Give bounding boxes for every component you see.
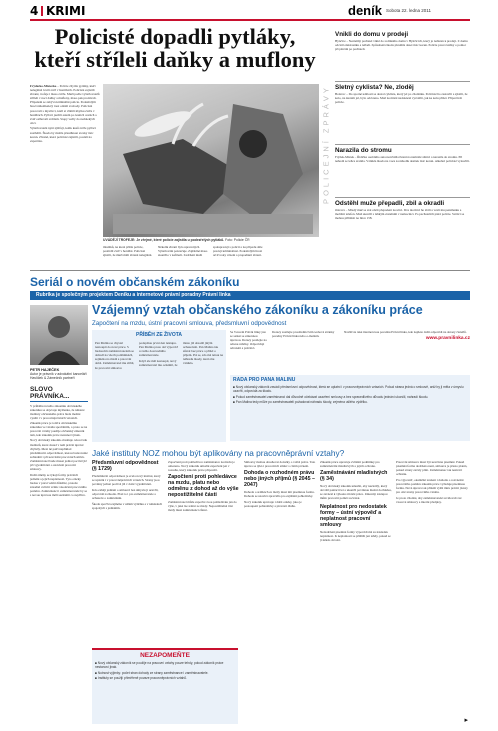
serial-intro-col: Se Vzorem Právní linky jste se setkat se zákonnou úpravou. Dotazy posílejte na adresu rubriky. Odpovídají advokáti a právníci.	[230, 330, 267, 351]
serial-headline: Vzájemný vztah občanského zákoníku a zákoníku práce	[92, 303, 423, 317]
photo-caption: UVÁDĚJÍ TROFEJE: Je zřejmé, které policie zajistila u podezřelých pytláků. Foto: Policie ČR	[103, 238, 250, 242]
contact-col: Dotazy zasílejte prostřednictvím webové stránky poradny Právní linka nebo e-mailem.	[272, 330, 335, 339]
page-header	[30, 4, 470, 18]
sidebar-title-2: Sletný cyklista? Ne, zloděj	[335, 84, 414, 91]
article-photo	[103, 84, 319, 237]
sidebar: Vnikli do domu v prodeji Hynčice – Neznámý pachatel vnikl do rodinného domu v Hynčicích, který je nabízen k prodeji. Z domu odcizil elektroniku a nářadí. Způsobená škoda přesáhla deset tisíc korun. Policie prosí svědky o pomoc při pátrání po pachateli. Sletný cyklista? Ne, zloděj Bolavec – Do sporné události se dostal cyklista, který jel po chodníku. Policisté ho zastavili a zjistili, že kolo, na kterém jel, bylo odcizeno. Muž na místě nedokázal vysvětlit, jak ke kolu přišel. Případ řeší policie. Narazila do stromu Frýdek-Místek – Řidička osobního auta nezvládla řízení na namrzlé silnici a narazila do stromu. Při nehodě se lehce zranila. Vznikla škoda na voze za několik desítek tisíc korun. Alkohol policisté vyloučili. Odstěhl muže přepadli, zbil a okradli Ostrava – Mladý muž se stal obětí přepadení na ulici. Dva útočníci ho zbili a vzali mu peněženku a mobilní telefon. Muž skončil s lehkým zraněním v nemocnici. Po pachatelích pátrá policie. Svědci se mohou přihlásit na lince 158.	[335, 31, 470, 221]
serial-subbanner: Rubrika je společným projektem Deníku a internetové právní poradny Právní linka	[30, 291, 470, 300]
sidebar-title-4: Odstěhl muže přepadli, zbil a okradli	[335, 200, 445, 207]
case-label: PŘÍBĚH ZE ŽIVOTA	[135, 332, 183, 338]
page-number: 4	[30, 4, 39, 18]
glossary-title: SLOVO PRÁVNÍKA...	[30, 386, 88, 402]
headline-line-1: Policisté dopadli pytláky,	[54, 24, 296, 49]
web-box: Navštivte také internetovou poradnu Právní linka, kde najdete další odpovědi na dotazy čtenářů. www.pravnilinka.cz	[344, 330, 470, 342]
notice-heading: NEZAPOMEŇTE	[140, 652, 190, 659]
author-column: PETR HAJEČEK Autor je právník v advokátní kanceláři Havlíček & Zámečník partneři SLOVO PRÁVNÍKA... V průběhu nového zákoníku občanského zákoníku se objevuje myšlenka, že některé instituty občanského práva bude možné využít i v pracovněprávních vztazích. Zákoník práce je totiž k občanskému zákoníku ve vztahu speciálním, a proto se na pracovní vztahy použije občanský zákoník tam, kde zákoník práce nestanoví jinak. Nový občanský zákoník obsahuje celou řadu institutů, které dosud v naší právní úpravě chyběly. Mezi ně patří například předsmluvní odpovědnost, kterou bude nutné zohlednit i při uzavírání pracovních smluv. Zaměstnavatel bude muset jednat poctivě již při vyjednávání o uzavření pracovní smlouvy. Další změny se týkají formy právních jednání a jejich neplatnosti. Tyto otázky budou v praxi velmi důležité, protože zásadně ovlivní vznik i skončení pracovního poměru. Zaměstnanci i zaměstnavatelé by se s novou úpravou měli seznámit co nejdříve.	[30, 305, 88, 725]
detail-col-5: Pracovní smlouva musí být uzavřena písemně. Pokud písemná forma dodržena není, smlouva je přesto platná, pokud strany začaly plnit. Zaměstnanec tak neztrácí ochranu. Pro výpověď, okamžité zrušení i dohodu o rozvázání pracovního poměru zákoník práce vyžaduje písemnou formu. Nová úprava tak přináší vyšší míru právní jistoty pro obě strany pracovního vztahu. Je proto vhodné, aby zaměstnavatelé revidovali své vzorové smlouvy a interní předpisy. ▸	[396, 460, 468, 724]
top-article-col1: Frýdecko-Místecko – Policie chytila pytláky, kteří nelegálně lovili zvěř v honitbách. Policisté zajistili zbraně, trofeje i maso zvěře. Muži podle vyšetřovatelů stříleli v noci daňky a muflony, maso pak prodávali. Případem se zabývá kriminální policie. Podezřelým hrozí několikaletý trest odnětí svobody. Policisté pracovali s myslivci, kteří si všimli úbytku zvěře v honitbách. Pytláci jezdili autem po lesních cestách a zvěř oslňovali světlem. Stopy vedly do nedalekých obcí. Vyšetřovatelé nyní zjišťují, kolik kusů zvěře pytláci zastřelili. Škoda by mohla přesáhnout stovky tisíc korun. Zbraně, které policisté zajistili, poslali na expertízu.	[30, 84, 100, 143]
case-story: PŘÍBĚH ZE ŽIVOTA Pan Malina se chystal nastoupit do nové práce. S budoucím zaměstnavatelem se dohodl na všech podmínkách, zejména na mzdě a pracovní době. Zaměstnavatel mu slíbil, že pracovní smlouvu podepíšou první den nástupu. Pan Malina proto dal výpověď u svého dosavadního zaměstnavatele. Když ale měl nastoupit, nový zaměstnavatel mu oznámil, že místo již obsadil jiným uchazečem. Pan Malina tak zůstal bez práce a přišel o příjem. Ptá se, zda má nárok na náhradu škody, která mu vznikla.	[92, 330, 226, 442]
sidebar-title-1: Vnikli do domu v prodeji	[335, 31, 409, 38]
dateline: Frýdecko-Místecko	[30, 84, 57, 88]
detail-col-3: Smlouvy mohou obsahovat doložky o volbě práva. Tato úprava se týká i pracovních smluv s cizím prvkem. Dohoda o rozhodném právu nebo jiných příjmů (§ 2045 – 2047) Dohoda o srážkách ze mzdy musí mít písemnou formu. Dohoda se uzavírá zpravidla pro zajištění pohledávky. Nový zákoník upravuje i další otázky, jako je postoupení pohledávky a převzetí dluhu.	[244, 460, 316, 508]
author-photo	[30, 305, 88, 365]
top-article-cols: mladíků, na které přišla policie, postřelil zvěř v honitbě. Policisté zjistili, že muži měli zbraně nelegálně. Několik zbraní bylo upravených. Vyšetřování pokračuje. Zajištěné maso skončilo v kafilerii. Zadržení muži spolupracují s policií a na případu dále pracují kriminalisté. Podezřelým hrozí až tři roky vězení a propadnutí zbraní.	[103, 245, 263, 258]
photo-credit: Foto: Policie ČR	[225, 238, 250, 242]
sidebar-vertical-label: POLICEJNÍ ZPRÁVY	[321, 85, 331, 204]
advice-box: RADA PRO PANA MALINU ■ Nový občanský zákoník zavádí předsmluvní odpovědnost, která se uplatní i v pracovněprávních vztazích. Pokud strana jedná o smlouvě, aniž by ji měla v úmyslu uzavřít, odpovídá za škodu. ■ Pokud zaměstnavatel zaměstnanci dal důvodně očekávat uzavření smlouvy a bez spravedlivého důvodu jednání ukončil, nahradí škodu. ■ Pan Malina tedy může po zaměstnavateli požadovat náhradu škody, zejména ušlého výdělku.	[230, 375, 470, 441]
author-role: Autor je právník v advokátní kanceláři Havlíček & Zámečník partneři	[30, 372, 87, 381]
detail-col-2: Započtení proti pohledávce zaměstnance na mzdu je omezeno. Nový zákoník umožní započtení jen v rozsahu, který zákoník práce připouští. Započtení proti pohledávce na mzdu, platu nebo odměnu z dohod až do výše nepostižitelné části Zaměstnavatel může započíst svou pohledávku jen do výše, v jaké lze srážet ze mzdy. Nepostižitelná část mzdy musí zaměstnanci zůstat.	[168, 460, 239, 513]
serial-banner: Seriál o novém občanském zákoníku	[30, 275, 240, 289]
headline-line-2: kteří stříleli daňky a muflony	[34, 47, 316, 72]
detail-col-4: Zákoník práce upravuje zvláštní podmínky pro zaměstnávání mladistvých a jejich ochranu. Zaměstnávání mladistvých (§ 34) Nový občanský zákoník umožní, aby nezletilý, který dovršil patnácti let a ukončil povinnou školní docházku, se zavázal k výkonu závislé práce. Zákonný zástupce může pracovní poměr rozvázat. Neplatnost pro nedostatek formy – ústní výpověď a neplatnost pracovní smlouvy Nedodržení písemné formy výpovědi má za následek neplatnost. K neplatnosti se přihlíží jen tehdy, pokud se jí někdo dovolá.	[320, 460, 392, 542]
question-heading: Jaké instituty NOZ mohou být aplikovány na pracovněprávní vztahy?	[92, 448, 345, 458]
author-name: PETR HAJEČEK	[30, 368, 60, 372]
section-title: KRIMI	[46, 4, 86, 18]
notice-box: NEZAPOMEŇTE ■ Nový občanský zákoník se použije na pracovní vztahy pouze tehdy, pokud zákoník práce nestanoví jinak. ■ Nutnost výjimky: počet stran dohody ze strany zaměstnance i zaměstnavatele. ■ Instituty se použijí přiměřeně povaze pracovněprávních vztahů.	[92, 648, 238, 724]
top-headline	[30, 25, 320, 71]
sidebar-title-3: Narazila do stromu	[335, 147, 392, 154]
issue-date: Sobota 22. ledna 2011	[386, 8, 431, 13]
web-link[interactable]: www.pravnilinka.cz	[425, 336, 470, 342]
continue-arrow-icon: ▸	[464, 716, 468, 724]
notice-text: Nutnost výjimky: počet stran dohody ze strany zaměstnance i zaměstnavatele.	[97, 670, 209, 675]
header-rule	[30, 19, 470, 21]
serial-subheadline: Započtení na mzdu, ústní pracovní smlouva, předsmluvní odpovědnost	[92, 320, 287, 327]
detail-col-1: Předsmluvní odpovědnost (§ 1729) Předsmluvní odpovědnost je zcela nový institut, který se uplatní i v pracovněprávních vztazích. Strany jsou povinny jednat poctivě již v době vyjednávání. Kdo zahájí jednání o smlouvě bez úmyslu ji uzavřít, odpovídá za škodu. Platí to i pro zaměstnavatele a uchazeče o zaměstnání. Škoda spočívá zejména v ušlém výdělku a v nákladech spojených s jednáním.	[92, 460, 163, 510]
advice-label: RADA PRO PANA MALINU	[233, 377, 296, 383]
brand-logo: deník	[348, 3, 382, 18]
